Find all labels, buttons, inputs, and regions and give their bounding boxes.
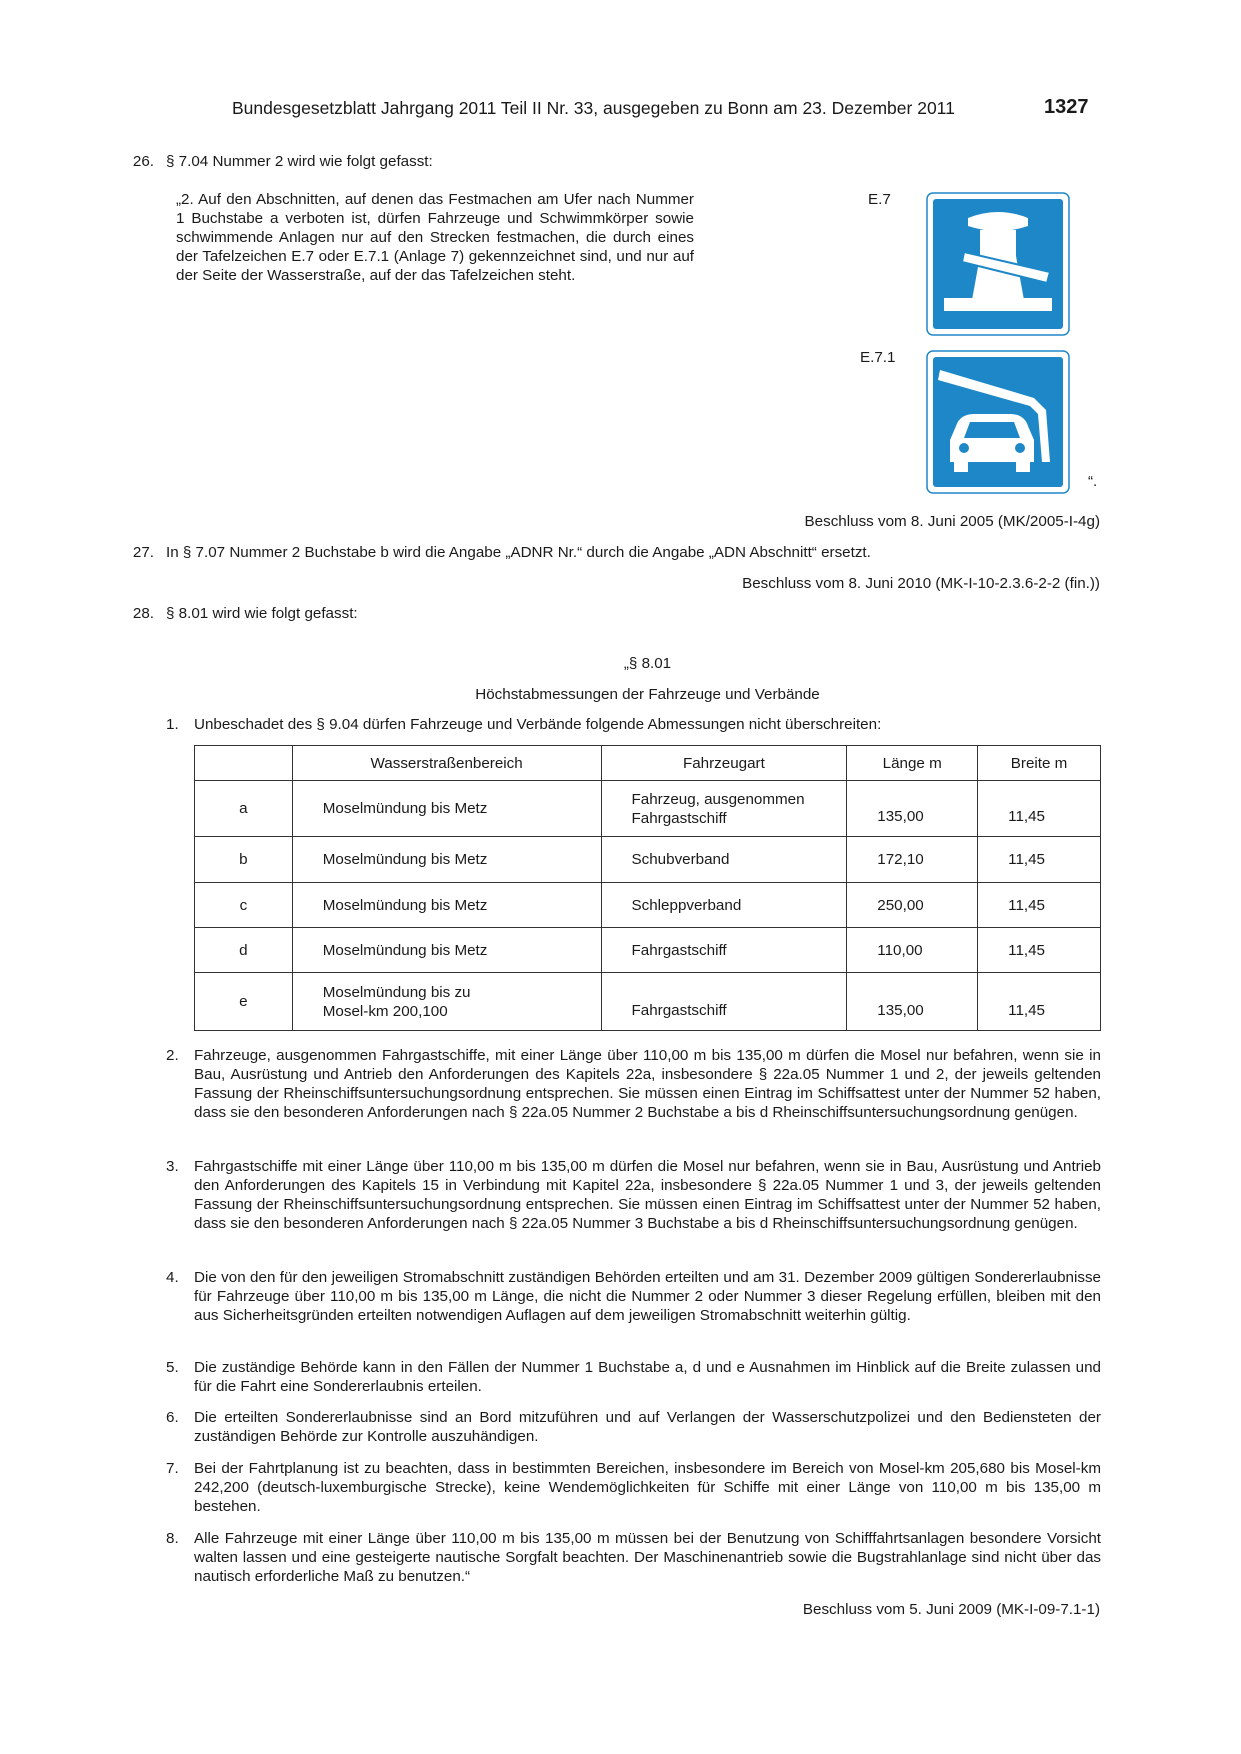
sign-e71-label: E.7.1 [860, 349, 896, 366]
table-header-cell: Wasserstraßenbereich [292, 746, 601, 781]
width-cell: 11,45 [978, 973, 1101, 1031]
table-row [195, 883, 1101, 928]
table-row [195, 781, 1101, 837]
paragraph-5-text: Die zuständige Behörde kann in den Fällen der Nummer 1 Buchstabe a, d und e Ausnahmen im Hinblick auf die Breite zulassen und für die Fahrt eine Sondererlaubnis erteilen. [194, 1359, 1101, 1395]
area-cell: Moselmündung bis Metz [292, 837, 601, 883]
area-cell: Moselmündung bis Metz [292, 928, 601, 973]
paragraph-1-text: Unbeschadet des § 9.04 dürfen Fahrzeuge und Verbände folgende Abmessungen nicht überschreiten: [194, 716, 882, 733]
length-cell: 110,00 [847, 928, 978, 973]
table-header-row [195, 746, 1101, 781]
vessel-type-cell: Fahrzeug, ausgenommen Fahrgastschiff [601, 781, 847, 837]
width-cell: 11,45 [978, 928, 1101, 973]
length-cell: 172,10 [847, 837, 978, 883]
item-27-text: In § 7.07 Nummer 2 Buchstabe b wird die Angabe „ADNR Nr.“ durch die Angabe „ADN Abschnitt“ ersetzt. [166, 544, 871, 561]
table-header-cell: Länge m [847, 746, 978, 781]
paragraph-4-text: Die von den für den jeweiligen Stromabschnitt zuständigen Behörden erteilten und am 31. Dezember 2009 gültigen Sondererlaubnisse für Fahrzeuge über 110,00 m bis 135,00 m Länge, die nicht die Nummer 2 oder Nummer 3 dieser Regelung erfüllen, bleiben mit den aus Sicherheitsgründen erteilten notwendigen Auflagen auf dem jeweiligen Stromabschnitt weiterhin gültig. [194, 1269, 1101, 1324]
row-id-cell: e [195, 973, 293, 1031]
section-subtitle: Höchstabmessungen der Fahrzeuge und Verbände [475, 686, 820, 703]
row-id-cell: d [195, 928, 293, 973]
paragraph-5-number: 5. [166, 1359, 179, 1376]
paragraph-1-number: 1. [166, 716, 179, 733]
item-26-decision: Beschluss vom 8. Juni 2005 (MK/2005-I-4g) [804, 513, 1100, 530]
table-row [195, 928, 1101, 973]
paragraph-8-text: Alle Fahrzeuge mit einer Länge über 110,00 m bis 135,00 m müssen bei der Benutzung von Schifffahrtsanlagen besondere Vorsicht walten lassen und eine gesteigerte nautische Sorgfalt beachten. Der Maschinenantrieb sowie die Bugstrahlanlage sind nicht über das nautisch erforderliche Maß zu benutzen.“ [194, 1530, 1101, 1585]
item-28-intro: § 8.01 wird wie folgt gefasst: [166, 605, 358, 622]
closing-quote-mark: “. [1088, 473, 1098, 490]
paragraph-7-text: Bei der Fahrtplanung ist zu beachten, dass in bestimmten Bereichen, insbesondere im Bereich von Mosel-km 205,680 bis Mosel-km 242,200 (deutsch-luxemburgische Strecke), keine Wendemöglichkeiten für Schiffe mit einer Länge von 110,00 m bis 135,00 m bestehen. [194, 1460, 1101, 1515]
row-id-cell: c [195, 883, 293, 928]
length-cell: 250,00 [847, 883, 978, 928]
item-26-number: 26. [132, 153, 154, 170]
item-28-decision: Beschluss vom 5. Juni 2009 (MK-I-09-7.1-1) [802, 1601, 1100, 1618]
paragraph-6-text: Die erteilten Sondererlaubnisse sind an Bord mitzuführen und auf Verlangen der Wasserschutzpolizei und den Bediensteten der zuständigen Behörde zur Kontrolle auszuhändigen. [194, 1409, 1101, 1445]
width-cell: 11,45 [978, 837, 1101, 883]
paragraph-2-number: 2. [166, 1047, 179, 1064]
item-28-number: 28. [132, 605, 154, 622]
vessel-type-cell: Fahrgastschiff [601, 973, 847, 1031]
width-cell: 11,45 [978, 781, 1101, 837]
paragraph-3-text: Fahrgastschiffe mit einer Länge über 110,00 m bis 135,00 m dürfen die Mosel nur befahren, wenn sie in Bau, Ausrüstung und Antrieb den Anforderungen des Kapitels 15 in Verbindung mit Kapitel 22a, insbesondere § 22a.05 Nummer 1 und 3, der jeweils geltenden Fassung der Rheinschiffsuntersuchungsordnung entsprechen. Sie müssen einen Eintrag im Schiffsattest unter der Nummer 52 haben, dass sie den besonderen Anforderungen nach § 22a.05 Nummer 3 Buchstabe a bis d Rheinschiffsuntersuchungsordnung genügen. [194, 1158, 1101, 1232]
paragraph-4-number: 4. [166, 1269, 179, 1286]
mooring-bollard-sign-icon [926, 192, 1070, 336]
page-number: 1327 [1044, 96, 1089, 118]
length-cell: 135,00 [847, 973, 978, 1031]
item-27-decision: Beschluss vom 8. Juni 2010 (MK-I-10-2.3.6-2-2 (fin.)) [742, 575, 1100, 592]
item-26-quote: „2. Auf den Abschnitten, auf denen das Festmachen am Ufer nach Nummer 1 Buchstabe a verboten ist, dürfen Fahrzeuge und Schwimmkörper sowie schwimmende Anlagen nur auf den Strecken festmachen, die durch eines der Tafelzeichen E.7 oder E.7.1 (Anlage 7) gekennzeichnet sind, und nur auf der Seite der Wasserstraße, auf der das Tafelzeichen steht. [176, 191, 694, 284]
length-cell: 135,00 [847, 781, 978, 837]
width-cell: 11,45 [978, 883, 1101, 928]
item-26-intro: § 7.04 Nummer 2 wird wie folgt gefasst: [166, 153, 433, 170]
vessel-type-cell: Schubverband [601, 837, 847, 883]
area-cell: Moselmündung bis zu Mosel-km 200,100 [292, 973, 601, 1031]
table-row [195, 837, 1101, 883]
paragraph-2-text: Fahrzeuge, ausgenommen Fahrgastschiffe, mit einer Länge über 110,00 m bis 135,00 m dürfen die Mosel nur befahren, wenn sie in Bau, Ausrüstung und Antrieb den Anforderungen des Kapitels 22a, insbesondere § 22a.05 Nummer 1 und 2, der jeweils geltenden Fassung der Rheinschiffsuntersuchungsordnung entsprechen. Sie müssen einen Eintrag im Schiffsattest unter der Nummer 52 haben, dass sie den besonderen Anforderungen nach § 22a.05 Nummer 2 Buchstabe a bis d Rheinschiffsuntersuchungsordnung genügen. [194, 1047, 1101, 1121]
running-header: Bundesgesetzblatt Jahrgang 2011 Teil II Nr. 33, ausgegeben zu Bonn am 23. Dezember 2011 [232, 98, 955, 118]
paragraph-7-number: 7. [166, 1460, 179, 1477]
vessel-type-cell: Fahrgastschiff [601, 928, 847, 973]
row-id-cell: b [195, 837, 293, 883]
car-mooring-sign-icon [926, 350, 1070, 494]
vessel-type-cell: Schleppverband [601, 883, 847, 928]
sign-e7-label: E.7 [868, 191, 891, 208]
table-header-cell: Fahrzeugart [601, 746, 847, 781]
table-header-cell: Breite m [978, 746, 1101, 781]
area-cell: Moselmündung bis Metz [292, 781, 601, 837]
area-cell: Moselmündung bis Metz [292, 883, 601, 928]
table-row [195, 973, 1101, 1031]
paragraph-8-number: 8. [166, 1530, 179, 1547]
section-title: „§ 8.01 [623, 655, 672, 672]
row-id-cell: a [195, 781, 293, 837]
item-27-number: 27. [132, 544, 154, 561]
dimensions-table [194, 745, 1101, 1031]
paragraph-3-number: 3. [166, 1158, 179, 1175]
table-header-cell [195, 746, 293, 781]
paragraph-6-number: 6. [166, 1409, 179, 1426]
